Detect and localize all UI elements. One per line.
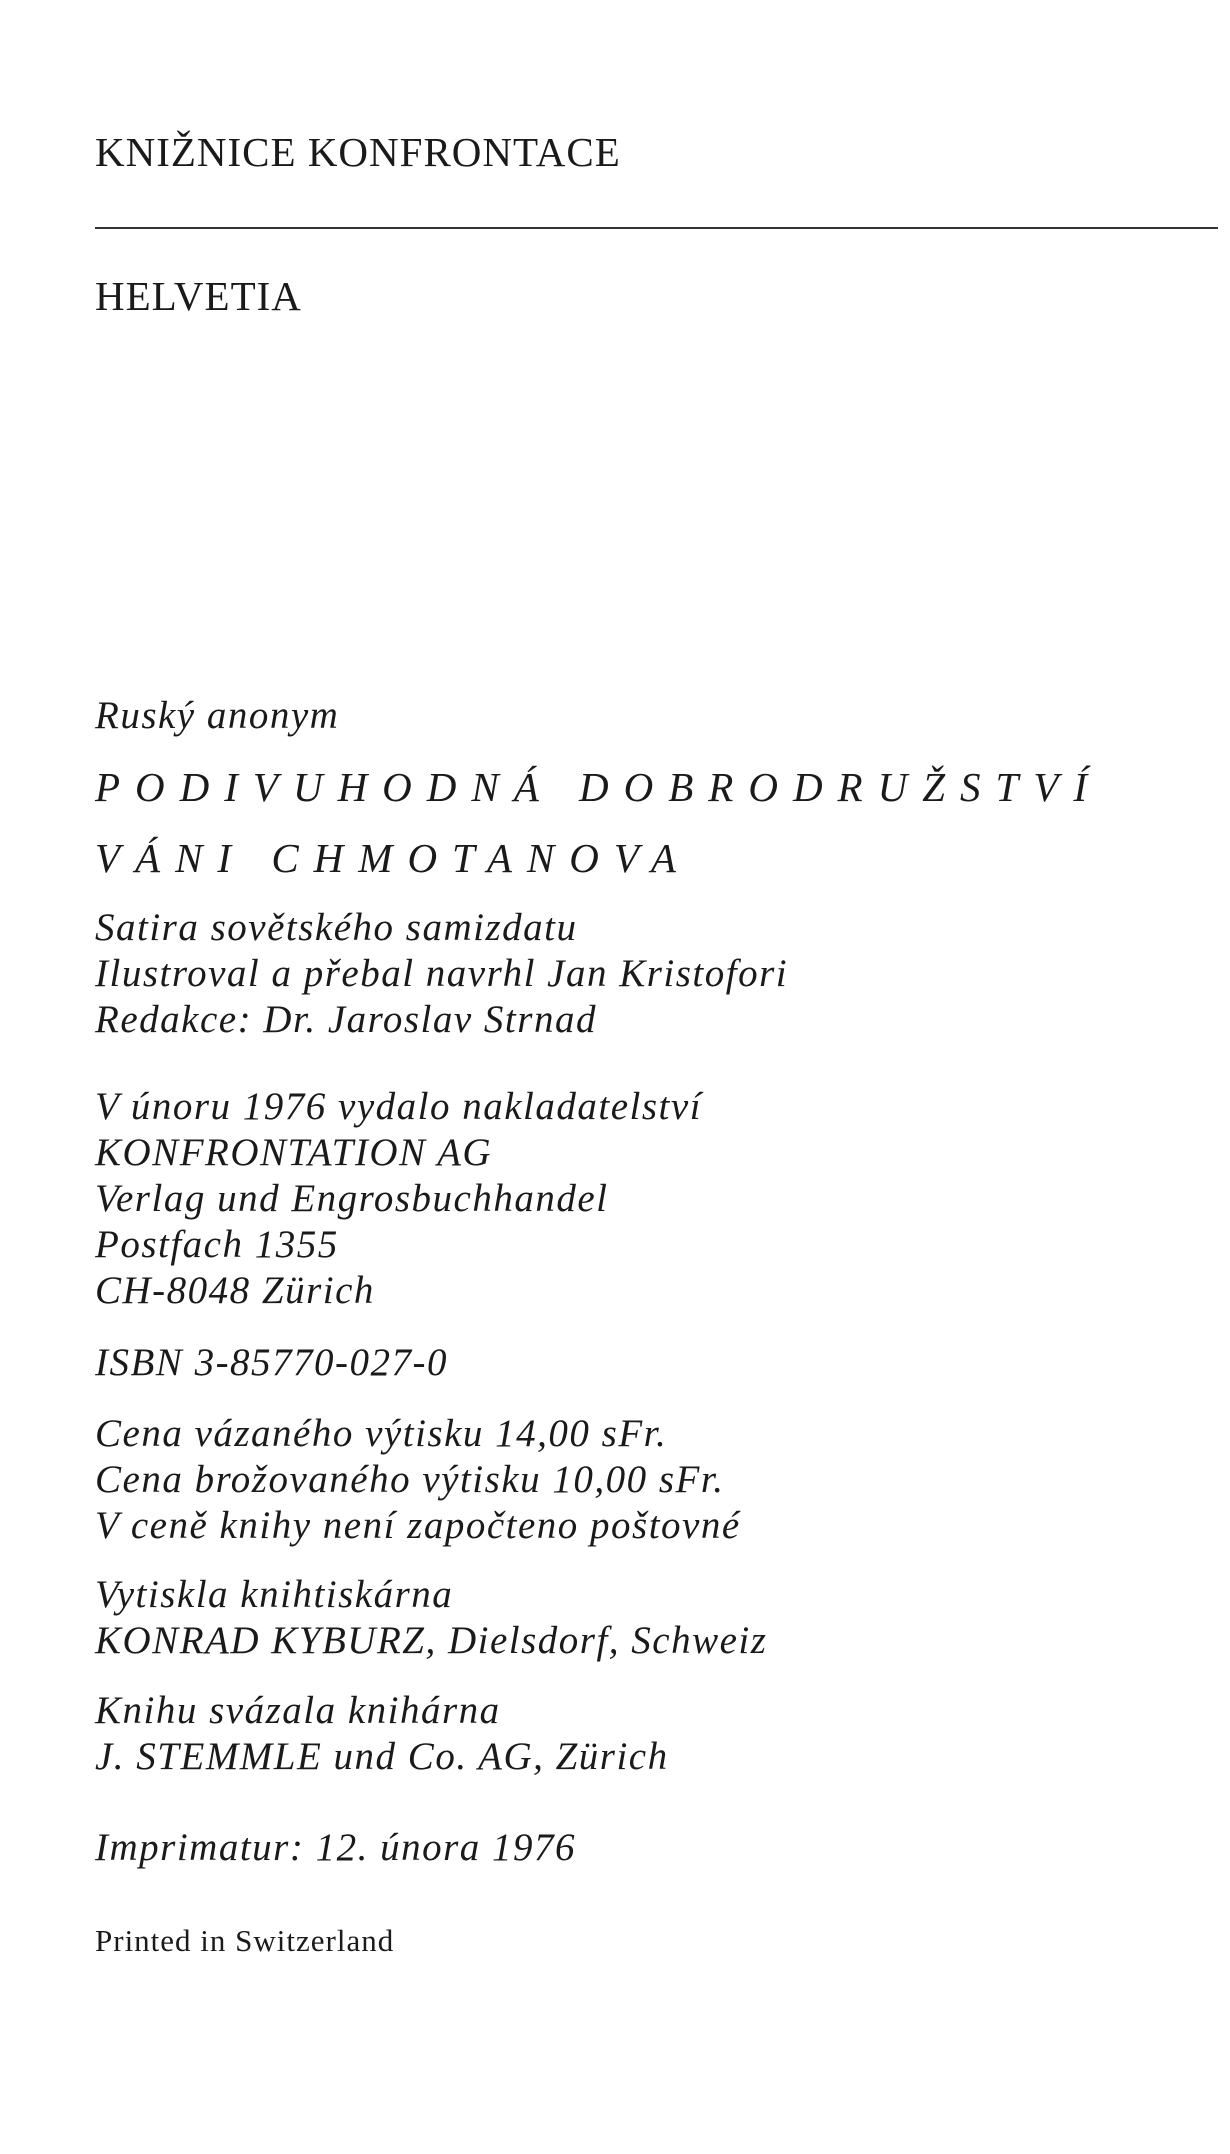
binder-intro-line: Knihu svázala knihárna <box>95 1689 501 1732</box>
header-divider <box>95 227 1218 229</box>
price-hardcover-line: Cena vázaného výtisku 14,00 sFr. <box>95 1412 668 1455</box>
printer-intro-line: Vytiskla knihtiskárna <box>95 1573 454 1616</box>
imprimatur-line: Imprimatur: 12. února 1976 <box>95 1826 577 1869</box>
publisher-type-line: Verlag und Engrosbuchhandel <box>95 1177 609 1220</box>
subtitle-line: Satira sovětského samizdatu <box>95 906 578 949</box>
author-line: Ruský anonym <box>95 694 340 737</box>
isbn-line: ISBN 3-85770-027-0 <box>95 1341 449 1384</box>
printed-in-line: Printed in Switzerland <box>95 1923 395 1958</box>
binder-name-line: J. STEMMLE und Co. AG, Zürich <box>95 1735 669 1778</box>
editor-line: Redakce: Dr. Jaroslav Strnad <box>95 998 597 1041</box>
book-title-line-2: VÁNI CHMOTANOVA <box>95 835 691 881</box>
publisher-name-line: KONFRONTATION AG <box>95 1131 493 1174</box>
book-title-line-1: PODIVUHODNÁ DOBRODRUŽSTVÍ <box>95 764 1103 810</box>
series-title: KNIŽNICE KONFRONTACE <box>95 129 621 175</box>
publisher-postbox-line: Postfach 1355 <box>95 1223 339 1266</box>
postage-note-line: V ceně knihy není započteno poštovné <box>95 1504 741 1547</box>
price-paperback-line: Cena brožovaného výtisku 10,00 sFr. <box>95 1458 725 1501</box>
series-subtitle: HELVETIA <box>95 273 302 319</box>
printer-name-line: KONRAD KYBURZ, Dielsdorf, Schweiz <box>95 1619 768 1662</box>
publisher-city-line: CH-8048 Zürich <box>95 1269 375 1312</box>
illustrator-line: Ilustroval a přebal navrhl Jan Kristofori <box>95 952 789 995</box>
publisher-intro-line: V únoru 1976 vydalo nakladatelství <box>95 1085 703 1128</box>
